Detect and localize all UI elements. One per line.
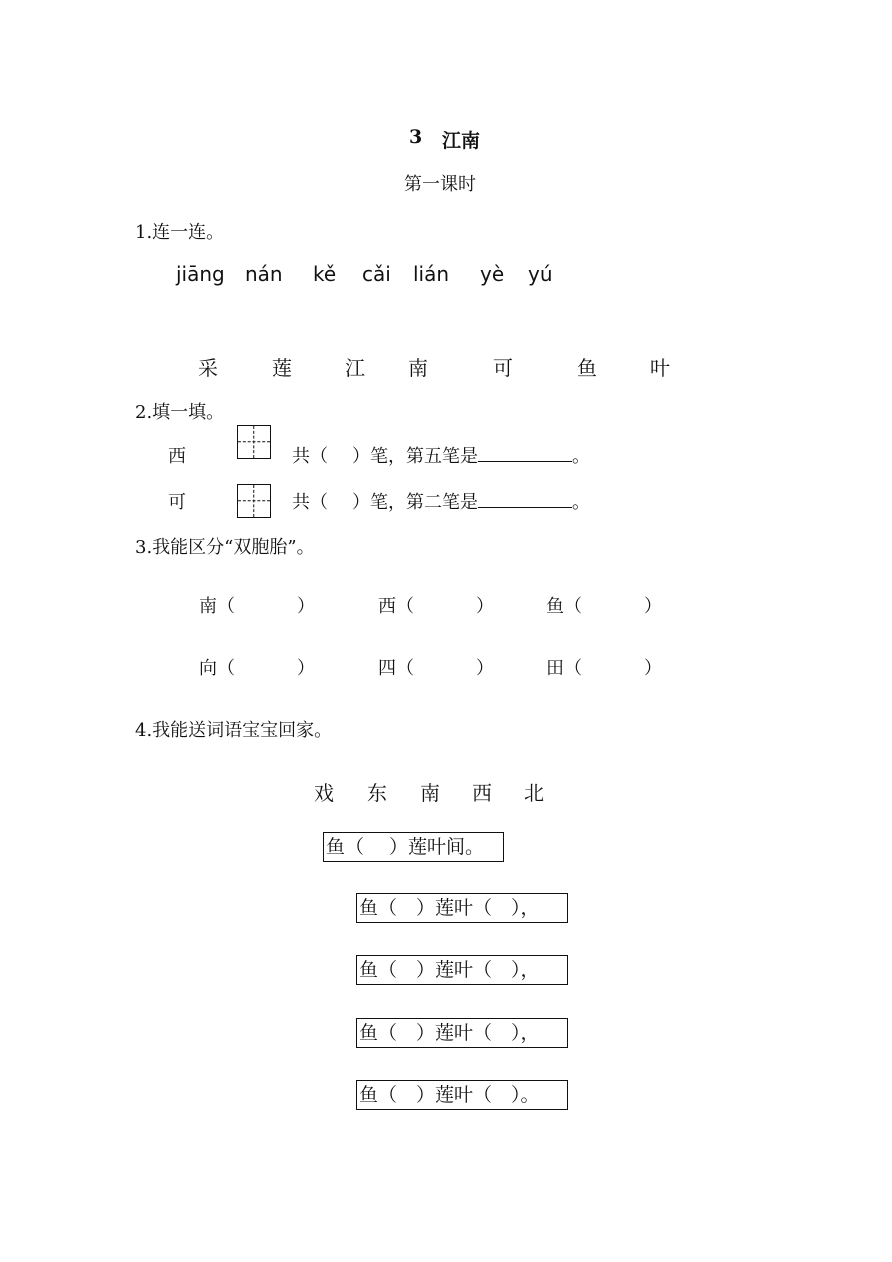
pinyin-item[interactable]: jiāng: [176, 262, 225, 286]
word-bank-item[interactable]: 北: [524, 781, 544, 805]
word-bank-item[interactable]: 南: [420, 781, 440, 805]
twin-char-item[interactable]: 田（ ）: [546, 658, 662, 679]
stroke-question: [292, 442, 590, 468]
sentence-box[interactable]: 鱼（ ）莲叶间。: [323, 832, 504, 862]
character-item[interactable]: 可: [493, 356, 513, 380]
stroke-count-prefix: 共（: [292, 492, 328, 513]
word-bank-item[interactable]: 西: [472, 781, 492, 805]
character-item[interactable]: 江: [345, 356, 365, 380]
character-item[interactable]: 鱼: [577, 356, 597, 380]
sentence-box[interactable]: 鱼（ ）莲叶（ ），: [356, 1018, 568, 1048]
question-3-label: 3.我能区分“双胞胎”。: [135, 537, 315, 558]
answer-blank[interactable]: [478, 489, 572, 508]
stroke-count-prefix: 共（: [292, 446, 328, 467]
question-1-label: 1.连一连。: [135, 222, 225, 243]
page-subtitle: 第一课时: [404, 174, 476, 195]
twin-char-item[interactable]: 西（ ）: [378, 596, 494, 617]
sentence-box[interactable]: 鱼（ ）莲叶（ ）。: [356, 1080, 568, 1110]
answer-blank[interactable]: [478, 443, 572, 462]
page-title: 江南: [442, 130, 481, 152]
question-4-label: 4.我能送词语宝宝回家。: [135, 720, 333, 741]
question-2-label: 2.填一填。: [135, 402, 225, 423]
character-item[interactable]: 莲: [272, 356, 292, 380]
stroke-question-end: 。: [572, 492, 590, 513]
sentence-box[interactable]: 鱼（ ）莲叶（ ），: [356, 893, 568, 923]
character-item[interactable]: 采: [198, 356, 218, 380]
tian-grid-box[interactable]: [237, 484, 271, 518]
pinyin-item[interactable]: yú: [528, 262, 553, 286]
pinyin-item[interactable]: yè: [480, 262, 505, 286]
word-bank-item[interactable]: 东: [367, 781, 387, 805]
twin-char-item[interactable]: 鱼（ ）: [546, 596, 662, 617]
tian-grid-box[interactable]: [237, 425, 271, 459]
character-item[interactable]: 南: [408, 356, 428, 380]
stroke-question: [292, 488, 590, 514]
lesson-number: 3: [409, 126, 423, 148]
pinyin-item[interactable]: cǎi: [362, 262, 391, 286]
stroke-question-text: ）笔，第五笔是: [352, 446, 478, 467]
sentence-box[interactable]: 鱼（ ）莲叶（ ），: [356, 955, 568, 985]
stroke-question-text: ）笔，第二笔是: [352, 492, 478, 513]
twin-char-item[interactable]: 向（ ）: [199, 658, 315, 679]
twin-char-item[interactable]: 南（ ）: [199, 596, 315, 617]
twin-char-item[interactable]: 四（ ）: [378, 658, 494, 679]
stroke-char: 可: [168, 492, 186, 513]
pinyin-item[interactable]: kě: [313, 262, 337, 286]
stroke-char: 西: [168, 446, 186, 467]
pinyin-item[interactable]: nán: [245, 262, 283, 286]
pinyin-item[interactable]: lián: [413, 262, 450, 286]
character-item[interactable]: 叶: [650, 356, 670, 380]
word-bank-item[interactable]: 戏: [314, 781, 334, 805]
stroke-question-end: 。: [572, 446, 590, 467]
